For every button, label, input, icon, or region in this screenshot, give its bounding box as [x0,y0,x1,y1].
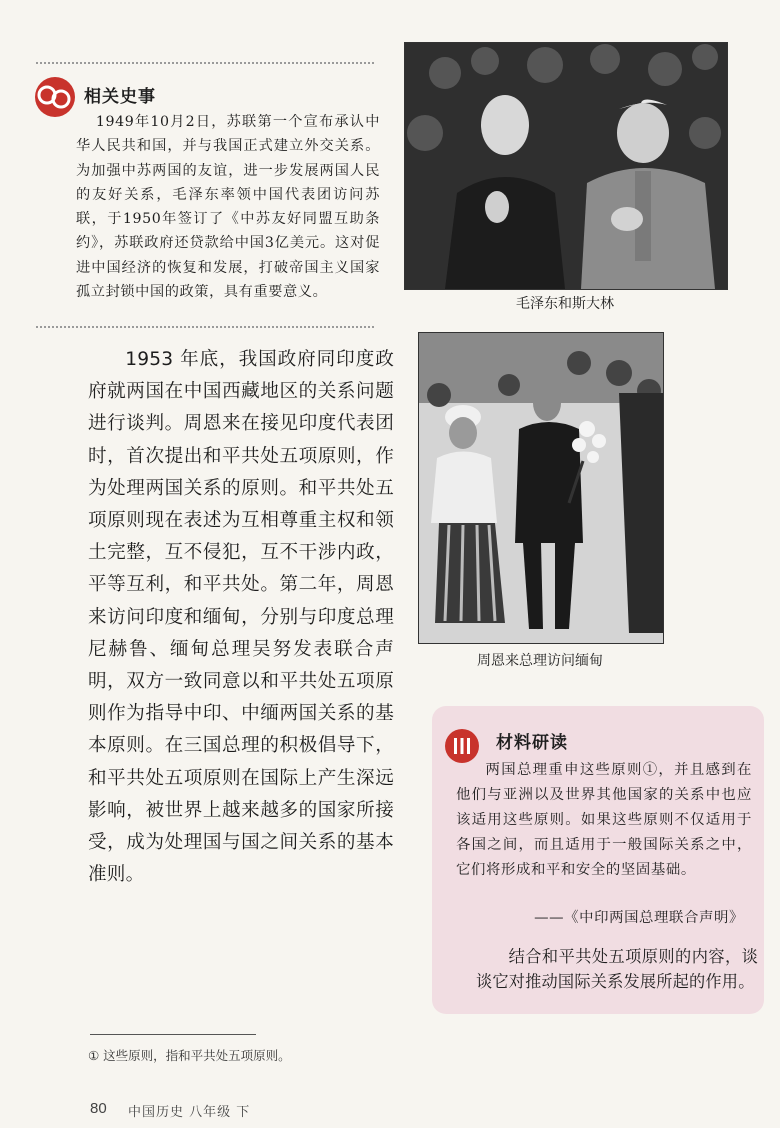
material-reading-source: ——《中印两国总理联合声明》 [534,910,744,926]
material-reading-question-block [476,944,758,994]
photo-caption-1: 毛泽东和斯大林 [516,296,614,312]
material-reading-quote: 两国总理重申这些原则①，并且感到在他们与亚洲以及世界其他国家的关系中也应该适用这些原则。如果这些原则不仅适用于各国之间，而且适用于一般国际关系之中，它们将形成和平和安全的坚固基础。 [456,762,752,878]
photo-caption-2: 周恩来总理访问缅甸 [477,653,603,669]
related-history-body [76,110,380,304]
photo-mao-stalin [404,42,728,290]
page-number: 80 [90,1100,107,1117]
photo-mao-stalin-image [405,43,727,289]
photo-zhou-burma [418,332,664,644]
related-history-section [28,58,380,330]
photo-zhou-burma-image [419,333,663,643]
dotted-divider-bottom [36,326,374,328]
material-reading-quote-block [456,758,752,883]
material-reading-title: 材料研读 [496,733,568,753]
main-paragraph: 1953 年底，我国政府同印度政府就两国在中国西藏地区的关系问题进行谈判。周恩来在接见印度代表团时，首次提出和平共处五项原则，作为处理两国关系的原则。和平共处五项原则现在表述为互相尊重主权和领土完整，互不侵犯，互不干涉内政，平等互利，和平共处。第二年，周恩来访问印度和缅甸，分别与印度总理尼赫鲁、缅甸总理吴努发表联合声明，双方一致同意以和平共处五项原则作为指导中印、中缅两国关系的基本原则。在三国总理的积极倡导下，和平共处五项原则在国际上产生深远影响，被世界上越来越多的国家所接受，成为处理国与国之间关系的基本准则。 [88,349,394,886]
footnote: ① 这些原则，指和平共处五项原则。 [88,1048,291,1063]
dotted-divider-top [36,62,374,64]
main-text [88,344,394,891]
related-history-title: 相关史事 [84,87,156,107]
related-history-icon [34,76,76,118]
material-reading-question: 结合和平共处五项原则的内容，谈谈它对推动国际关系发展所起的作用。 [476,947,758,991]
book-title: 中国历史 八年级 下 [128,1105,251,1120]
material-reading-box [432,706,764,1014]
footnote-divider [90,1034,256,1035]
related-history-text: 1949年10月2日，苏联第一个宣布承认中华人民共和国，并与我国正式建立外交关系。为加强中苏两国的友谊，进一步发展两国人民的友好关系，毛泽东率领中国代表团访问苏联，于1950年签订了《中苏友好同盟互助条约》，苏联政府还贷款给中国3亿美元。这对促进中国经济的恢复和发展，打破帝国主义国家孤立封锁中国的政策，具有重要意义。 [76,114,380,301]
